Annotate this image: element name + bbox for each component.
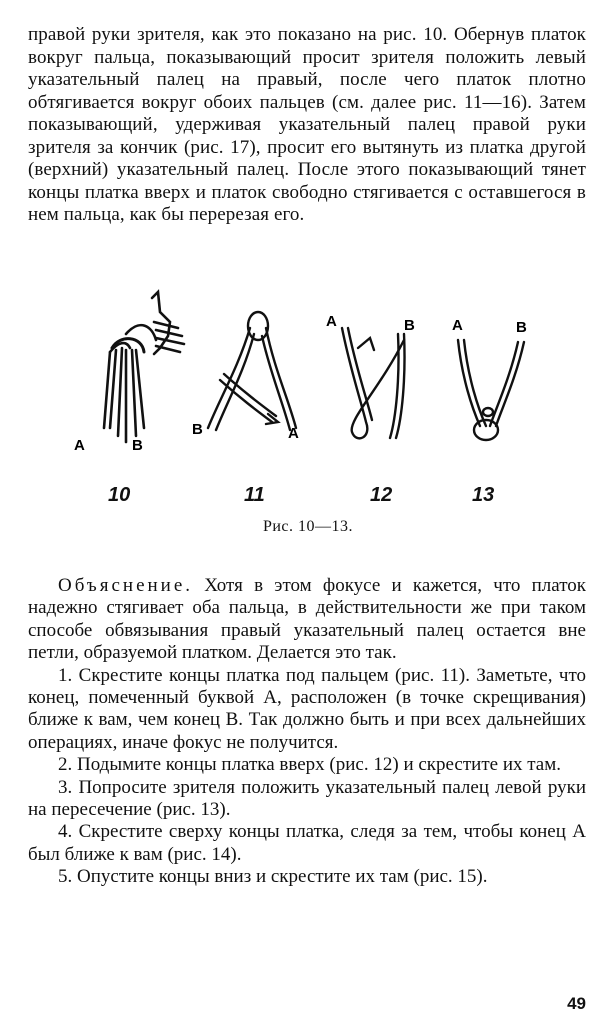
explanation-section (28, 575, 586, 889)
step-1: 1. Скрестите концы платка под пальцем (рис. 11). Заметьте, что конец, помеченный буквой А, расположен (в точке скрещивания) ближе к вам, чем конец В. Так должно быть и при всех дальнейших операциях, иначе фокус не получится. (28, 664, 586, 753)
figure-number-10: 10 (108, 484, 131, 506)
fig12-label-a: А (326, 313, 337, 330)
figure-12-drawing (342, 328, 405, 438)
figure-10-13 (60, 288, 560, 508)
figure-number-13: 13 (472, 484, 495, 506)
top-paragraph: правой руки зрителя, как это показано на рис. 10. Обернув платок вокруг пальца, показывающий просит зрителя положить левый указательный палец на правый, после чего платок плотно обтягивается вокруг обоих пальцев (см. далее рис. 11—16). Затем показывающий, удерживая указательный палец правой руки зрителя за кончик (рис. 17), просит его вытянуть из платка другой (верхний) указательный палец. После этого показывающий тянет концы платка вверх и платок свободно стягивается с оставшегося в нем пальца, как бы перерезая его. (28, 24, 586, 225)
figure-number-12: 12 (370, 484, 393, 506)
fig11-label-a: А (288, 425, 299, 442)
explanation-heading: Объяснение. (58, 575, 194, 596)
explanation-text: Хотя в этом фокусе и кажется, что платок надежно стягивает оба пальца, в действительности же при таком способе обвязывания правый указательный палец остается вне петли, образуемой платком. Делается это так. (28, 575, 586, 664)
step-5: 5. Опустите концы вниз и скрестите их там (рис. 15). (58, 866, 488, 888)
fig12-label-b: В (404, 317, 415, 334)
step-4: 4. Скрестите сверху концы платка, следя за тем, чтобы конец А был ближе к вам (рис. 14). (28, 821, 586, 865)
figure-11-drawing (208, 312, 296, 430)
explanation-intro (28, 575, 586, 665)
fig10-label-b: В (132, 437, 143, 454)
step-3: 3. Попросите зрителя положить указательный палец левой руки на пересечение (рис. 13). (28, 776, 586, 821)
fig13-label-b: В (516, 319, 527, 336)
figure-10-drawing (104, 292, 184, 442)
fig13-label-a: А (452, 317, 463, 334)
figure-13-drawing (458, 340, 524, 440)
step-2: 2. Подымите концы платка вверх (рис. 12) и скрестите их там. (58, 754, 561, 776)
fig11-label-b: В (192, 421, 203, 438)
fig10-label-a: А (74, 437, 85, 454)
figure-caption: Рис. 10—13. (262, 518, 354, 535)
figure-number-11: 11 (244, 484, 265, 506)
page-number: 49 (567, 994, 586, 1013)
